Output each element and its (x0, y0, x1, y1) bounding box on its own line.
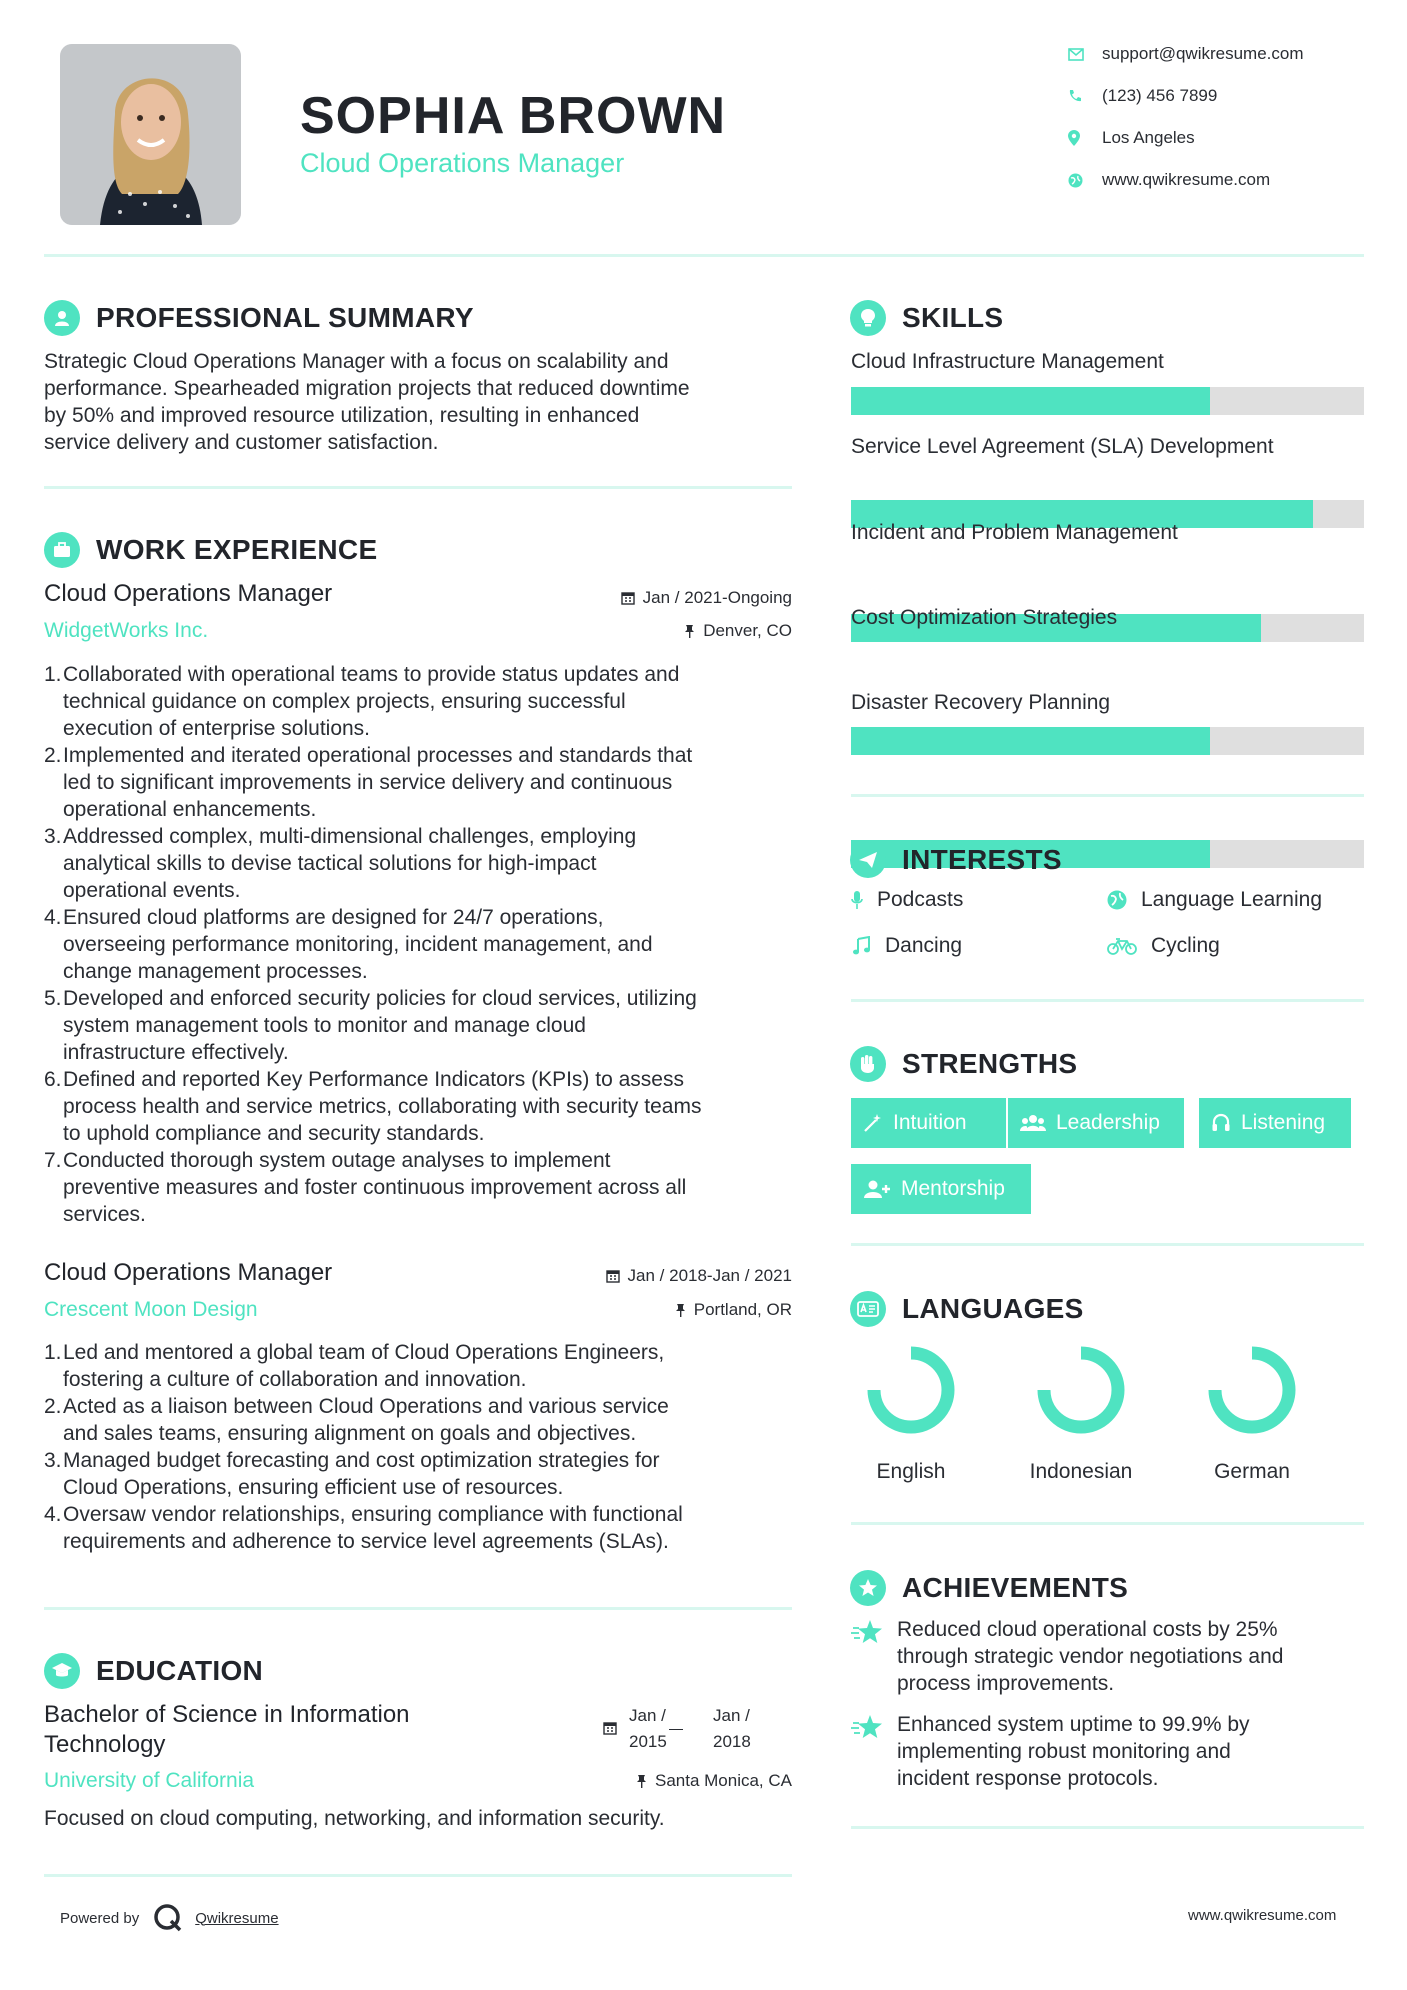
list-item: 2. Implemented and iterated operational processes and standards that led to significant improvements in service delivery and continuous operational enhancements. (44, 744, 693, 821)
microphone-icon (851, 890, 863, 910)
skill-1-name: Cloud Infrastructure Management (851, 350, 1164, 373)
language-ring-3 (1215, 1353, 1289, 1427)
language-ring-2 (1044, 1353, 1118, 1427)
star-icon (851, 1616, 897, 1697)
language-english: English (876, 1460, 946, 1483)
contact-location: Los Angeles (1068, 128, 1368, 148)
skills-heading: SKILLS (850, 300, 1003, 336)
globe-icon (1107, 890, 1127, 910)
contact-email[interactable]: support@qwikresume.com (1068, 44, 1368, 64)
add-user-icon (863, 1179, 891, 1199)
pushpin-icon (684, 624, 695, 638)
list-item: 6. Defined and reported Key Performance Indicators (KPIs) to assess process health and service metrics, collaborating with security teams to uphold compliance and security standards. (44, 1068, 702, 1145)
language-card-icon (850, 1291, 886, 1327)
education-location: Santa Monica, CA (490, 1771, 792, 1791)
skill-1-bar (851, 387, 1364, 415)
achievements-heading: ACHIEVEMENTS (850, 1570, 1128, 1606)
job-1-dates: Jan / 2021-Ongoing (490, 588, 792, 608)
job-2-bullets (44, 1339, 804, 1555)
summary-heading: PROFESSIONAL SUMMARY (44, 300, 474, 336)
skill-2-name: Service Level Agreement (SLA) Development (851, 435, 1274, 458)
music-note-icon (851, 936, 871, 956)
skill-4-bar (851, 727, 1364, 755)
education-degree: Bachelor of Science in Information Technology (44, 1701, 410, 1758)
envelope-icon (1068, 48, 1102, 61)
footer-website[interactable]: www.qwikresume.com (1188, 1907, 1337, 1924)
calendar-icon (621, 591, 635, 605)
summary-text: Strategic Cloud Operations Manager with a focus on scalability and performance. Spearheaded migration projects that reduced downtime by 50% and improved resource utilization, resulting in enhanced service delivery and customer satisfaction. (44, 350, 690, 454)
summary-divider (44, 486, 792, 489)
globe-icon (1068, 173, 1102, 188)
candidate-name: SOPHIA BROWN (300, 87, 727, 145)
education-heading: EDUCATION (44, 1653, 263, 1689)
strengths-divider (851, 1243, 1364, 1246)
skill-4-name: Cost Optimization Strategies (851, 606, 1118, 629)
skill-3-name: Incident and Problem Management (851, 521, 1178, 544)
headphones-icon (1211, 1113, 1231, 1133)
lightbulb-icon (850, 300, 886, 336)
achievement-2: Enhanced system uptime to 99.9% by implementing robust monitoring and incident response protocols. (851, 1711, 1371, 1792)
interests-divider (851, 999, 1364, 1002)
contact-website[interactable]: www.qwikresume.com (1068, 170, 1368, 190)
experience-divider (44, 1607, 792, 1610)
magic-wand-icon (863, 1113, 883, 1133)
skill-5-name: Disaster Recovery Planning (851, 691, 1111, 714)
education-dates: Jan / 2015 Jan / 2018 (603, 1703, 793, 1753)
education-divider (44, 1874, 792, 1877)
strength-leadership: Leadership (1008, 1098, 1184, 1148)
interest-language-learning: Language Learning (1107, 888, 1322, 912)
list-item: 4. Oversaw vendor relationships, ensuring compliance with functional requirements and adherence to service level agreements (SLAs). (44, 1503, 683, 1553)
education-description: Focused on cloud computing, networking, and information security. (44, 1807, 665, 1830)
star-icon (851, 1711, 897, 1792)
languages-heading: LANGUAGES (850, 1291, 1084, 1327)
candidate-title: Cloud Operations Manager (300, 148, 625, 178)
bicycle-icon (1107, 937, 1137, 955)
header-divider (44, 254, 1364, 257)
interest-dancing: Dancing (851, 934, 962, 958)
interest-cycling: Cycling (1107, 934, 1220, 958)
interests-heading: INTERESTS (850, 842, 1062, 878)
list-item: 7. Conducted thorough system outage analyses to implement preventive measures and foster continuous improvement across all services. (44, 1149, 687, 1226)
skill-4-fill (851, 727, 1210, 755)
job-2-dates: Jan / 2018-Jan / 2021 (490, 1266, 792, 1286)
contact-phone[interactable]: (123) 456 7899 (1068, 86, 1368, 106)
star-badge-icon (850, 1570, 886, 1606)
achievements-divider (851, 1826, 1364, 1829)
calendar-icon (603, 1721, 617, 1735)
list-item: 3. Managed budget forecasting and cost optimization strategies for Cloud Operations, ensuring efficient use of resources. (44, 1449, 660, 1499)
profile-photo (60, 44, 241, 225)
pushpin-icon (636, 1774, 647, 1788)
pushpin-icon (675, 1303, 686, 1317)
strength-listening: Listening (1199, 1098, 1351, 1148)
briefcase-icon (44, 532, 80, 568)
strengths-heading: STRENGTHS (850, 1046, 1077, 1082)
job-2-company: Crescent Moon Design (44, 1298, 258, 1321)
language-ring-1 (874, 1353, 948, 1427)
footer-powered-by: Powered by Qwikresume (60, 1903, 279, 1933)
job-1-title: Cloud Operations Manager (44, 580, 333, 607)
interest-podcasts: Podcasts (851, 888, 963, 912)
experience-heading: WORK EXPERIENCE (44, 532, 377, 568)
qwikresume-logo-icon (153, 1903, 183, 1933)
education-school: University of California (44, 1769, 255, 1792)
graduation-cap-icon (44, 1653, 80, 1689)
fist-icon (850, 1046, 886, 1082)
users-icon (1020, 1113, 1046, 1133)
job-2-location: Portland, OR (490, 1300, 792, 1320)
list-item: 3. Addressed complex, multi-dimensional challenges, employing analytical skills to devise tactical solutions for high-impact operational events. (44, 825, 637, 902)
languages-divider (851, 1522, 1364, 1525)
skill-1-fill (851, 387, 1210, 415)
list-item: 1. Led and mentored a global team of Cloud Operations Engineers, fostering a culture of collaboration and innovation. (44, 1341, 665, 1391)
list-item: 2. Acted as a liaison between Cloud Operations and various service and sales teams, ensuring alignment on goals and objectives. (44, 1395, 669, 1445)
job-1-company: WidgetWorks Inc. (44, 619, 209, 642)
list-item: 1. Collaborated with operational teams to provide status updates and technical guidance on complex projects, ensuring successful execution of enterprise solutions. (44, 663, 680, 740)
calendar-icon (606, 1269, 620, 1283)
map-pin-icon (1068, 130, 1102, 146)
list-item: 4. Ensured cloud platforms are designed for 24/7 operations, overseeing performance monitoring, incident management, and change management processes. (44, 906, 653, 983)
user-icon (44, 300, 80, 336)
language-indonesian: Indonesian (1029, 1460, 1133, 1483)
qwikresume-link[interactable]: Qwikresume (195, 1909, 279, 1927)
job-2-title: Cloud Operations Manager (44, 1259, 333, 1286)
strength-intuition: Intuition (851, 1098, 1006, 1148)
job-1-bullets (44, 661, 804, 1228)
language-german: German (1214, 1460, 1290, 1483)
phone-icon (1068, 89, 1102, 103)
job-1-location: Denver, CO (490, 621, 792, 641)
strength-mentorship: Mentorship (851, 1164, 1031, 1214)
list-item: 5. Developed and enforced security policies for cloud services, utilizing system management tools to monitor and manage cloud infrastructure effectively. (44, 987, 697, 1064)
language-rings (851, 1340, 1364, 1450)
paper-plane-icon (850, 842, 886, 878)
skills-divider (851, 794, 1364, 797)
achievement-1: Reduced cloud operational costs by 25% through strategic vendor negotiations and process improvements. (851, 1616, 1371, 1697)
